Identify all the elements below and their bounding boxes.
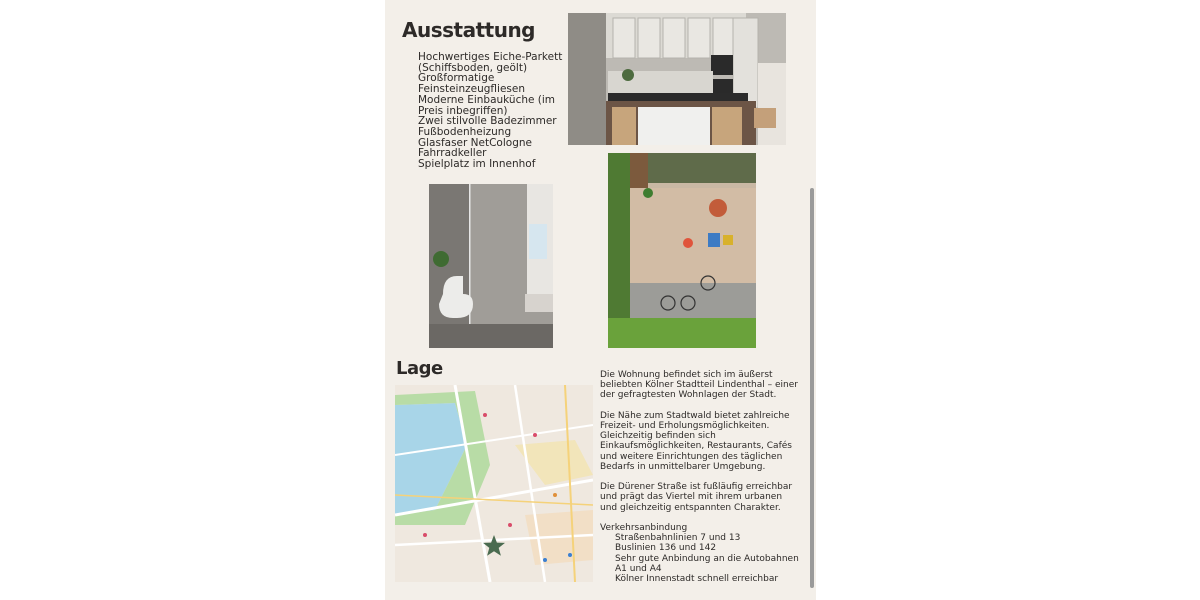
kitchen-photo <box>568 13 786 145</box>
transport-list <box>600 533 800 584</box>
amenity-item: Fußbodenheizung <box>418 125 512 138</box>
transport-item: Kölner Innenstadt schnell erreichbar <box>615 574 779 585</box>
amenity-item: Hochwertiges Eiche-Parkett (Schiffsboden, geölt) <box>418 51 563 74</box>
amenity-item: Glasfaser NetCologne <box>418 136 532 149</box>
amenity-item: Moderne Einbauküche (im Preis inbegriffen) <box>418 93 556 117</box>
expose-page <box>385 0 816 600</box>
transport-item: Sehr gute Anbindung an die Autobahnen A1 und A4 <box>615 553 799 574</box>
playground-photo <box>608 153 756 348</box>
amenities-list <box>418 52 568 170</box>
location-paragraph: Die Nähe zum Stadtwald bietet zahlreiche Freizeit- und Erholungsmöglichkeiten. Gleichzeitig befinden sich Einkaufsmöglichkeiten, Restaurants, Cafés und weitere Einrichtungen des täglichen Bedarfs in unmittelbarer Umgebung. <box>600 410 792 472</box>
lage-heading: Lage <box>396 358 443 379</box>
transport-item: Buslinien 136 und 142 <box>615 543 717 554</box>
amenity-item: Großformatige Feinsteinzeugfliesen <box>418 72 525 96</box>
location-paragraph: Die Dürener Straße ist fußläufig erreichbar und prägt das Viertel mit ihrem urbanen und gleichzeitig entspannten Charakter. <box>600 482 793 513</box>
bathroom-photo <box>429 184 553 348</box>
star-icon <box>482 534 506 558</box>
location-description <box>600 370 800 584</box>
scrollbar-thumb[interactable] <box>810 188 814 588</box>
amenity-item: Zwei stilvolle Badezimmer <box>418 115 557 128</box>
location-map <box>395 385 593 582</box>
transport-item: Straßenbahnlinien 7 und 13 <box>615 533 741 544</box>
transport-heading: Verkehrsanbindung <box>600 523 688 533</box>
ausstattung-heading: Ausstattung <box>402 18 535 42</box>
amenity-item: Fahrradkeller <box>418 147 487 160</box>
location-paragraph: Die Wohnung befindet sich im äußerst beliebten Kölner Stadtteil Lindenthal – einer der gefragtesten Wohnlagen der Stadt. <box>600 370 798 401</box>
amenity-item: Spielplatz im Innenhof <box>418 158 536 171</box>
